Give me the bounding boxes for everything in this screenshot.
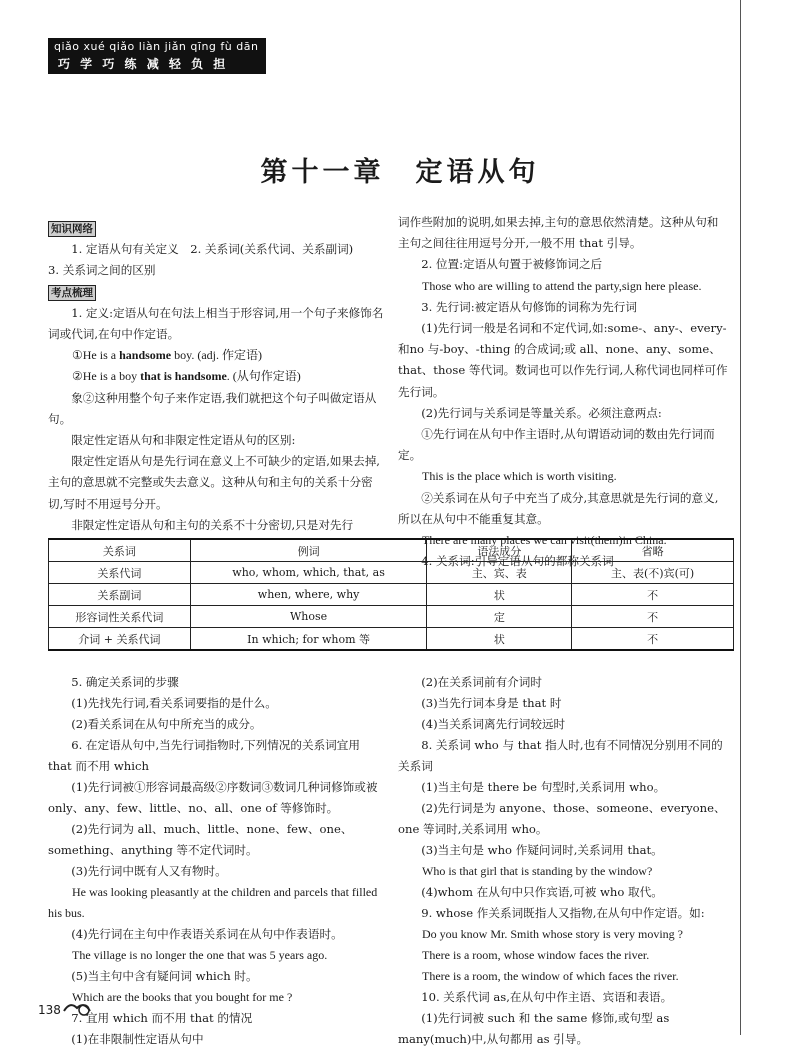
table-row — [49, 628, 734, 651]
table-cell: 状 — [427, 628, 572, 651]
table-header: 语法成分 — [427, 539, 572, 562]
paragraph-4: 限定性定语从句是先行词在意义上不可缺少的定语,如果去掉,主句的意思就不完整或失去意义。这种从句和主句的关系十分密切,写时不用逗号分开。 — [48, 454, 380, 511]
rule-6-5: (5)当主句中含有疑问词 which 时。 — [71, 969, 258, 983]
right-paragraph-5: (2)先行词与关系词是等量关系。必须注意两点: — [421, 405, 662, 420]
example-2 — [48, 366, 386, 387]
table-cell: when, where, why — [190, 584, 427, 606]
rule-6-3: (3)先行词中既有人又有物时。 — [71, 864, 227, 878]
relative-words-table — [48, 538, 734, 651]
network-line-2: 3. 关系词之间的区别 — [48, 263, 156, 278]
header-pinyin: qiǎo xué qiǎo liàn jiǎn qīng fù dān — [54, 40, 259, 53]
left-column-bottom — [48, 672, 386, 1050]
table-header-row — [49, 539, 734, 562]
step-heading: 5. 确定关系词的步骤 — [71, 675, 179, 689]
rule-9: 9. whose 作关系词既指人又指物,在从句中作定语。如: — [421, 906, 705, 920]
right-paragraph-1: 词作些附加的说明,如果去掉,主句的意思依然清楚。这种从句和主句之间往往用逗号分开,一般不用 that 引导。 — [398, 215, 719, 251]
chapter-title: 第十一章 定语从句 — [260, 157, 540, 188]
example-2-post: . (从句作定语) — [226, 369, 301, 384]
right-example-1: Those who are willing to attend the party,sign here please. — [422, 278, 702, 293]
example-1-bold: handsome — [119, 348, 172, 363]
example-books: Which are the books that you bought for me ? — [72, 990, 293, 1004]
table-cell: 不 — [572, 628, 734, 651]
rule-10: 10. 关系代词 as,在从句中作主语、宾语和表语。 — [421, 990, 673, 1004]
right-paragraph-8: 4. 关系词:引导定语从句的都称关系词 — [421, 554, 614, 569]
table-header: 例词 — [190, 539, 427, 562]
table-cell: In which; for whom 等 — [190, 628, 427, 651]
page-number: 138 — [38, 1003, 61, 1017]
table-row — [49, 606, 734, 628]
table-cell: 不 — [572, 606, 734, 628]
right-paragraph-7: ②关系词在从句子中充当了成分,其意思就是先行词的意义,所以在从句中不能重复其意。 — [398, 490, 719, 526]
right-paragraph-6: ①先行词在从句中作主语时,从句谓语动词的数由先行词而定。 — [398, 427, 715, 463]
step-1: (1)先找先行词,看关系词要指的是什么。 — [71, 696, 277, 710]
right-paragraph-3: 3. 先行词:被定语从句修饰的词称为先行词 — [421, 299, 637, 314]
step-2: (2)看关系词在从句中所充当的成分。 — [71, 717, 262, 731]
book-logo-icon — [62, 999, 92, 1017]
example-1 — [48, 345, 386, 366]
rule-8-3: (3)当主句是 who 作疑问词时,关系词用 that。 — [421, 843, 663, 857]
paragraph-5: 非限定性定语从句和主句的关系不十分密切,只是对先行 — [71, 517, 354, 532]
rule-8-4: (4)whom 在从句中只作宾语,可被 who 取代。 — [421, 885, 663, 899]
table-cell: 定 — [427, 606, 572, 628]
example-girl: Who is that girl that is standing by the window? — [422, 864, 653, 878]
rule-7-2: (2)在关系词前有介词时 — [421, 675, 542, 689]
right-example-2: This is the place which is worth visiting. — [422, 469, 617, 484]
example-1-post: boy. (adj. 作定语) — [171, 348, 262, 363]
example-2-pre: ②He is a boy — [72, 369, 141, 384]
example-village: The village is no longer the one that was 5 years ago. — [72, 948, 328, 962]
left-column-top — [48, 218, 386, 536]
knowledge-network-label: 知识网络 — [48, 221, 96, 237]
example-bus: He was looking pleasantly at the children and parcels that filled his bus. — [48, 885, 378, 920]
table-cell: 主、宾、表 — [427, 562, 572, 584]
table-cell: 形容词性关系代词 — [49, 606, 191, 628]
table-row — [49, 562, 734, 584]
table-cell: 关系代词 — [49, 562, 191, 584]
table-row — [49, 584, 734, 606]
table-cell: 主、表(不)宾(可) — [572, 562, 734, 584]
rule-8-1: (1)当主句是 there be 句型时,关系词用 who。 — [421, 780, 666, 794]
example-room-2: There is a room, the window of which faces the river. — [422, 969, 679, 983]
table-cell: Whose — [190, 606, 427, 628]
right-column-top — [398, 212, 728, 572]
rule-8: 8. 关系词 who 与 that 指人时,也有不同情况分别用不同的关系词 — [398, 738, 723, 773]
table-cell: 状 — [427, 584, 572, 606]
table-header: 省略 — [572, 539, 734, 562]
definition-paragraph: 1. 定义:定语从句在句法上相当于形容词,用一个句子来修饰名词或代词,在句中作定语。 — [48, 305, 384, 342]
rule-7-4: (4)当关系词离先行词较远时 — [421, 717, 566, 731]
paragraph-3: 限定性定语从句和非限定性定语从句的区别: — [71, 433, 296, 448]
paragraph-2: 象②这种用整个句子来作定语,我们就把这个句子叫做定语从句。 — [48, 390, 377, 426]
right-example-3: There are many places we can visit(them)in China. — [422, 533, 667, 548]
rule-6: 6. 在定语从句中,当先行词指物时,下列情况的关系词宜用 that 而不用 which — [48, 738, 360, 773]
rule-7-3: (3)当先行词本身是 that 时 — [421, 696, 562, 710]
rule-7-1: (1)在非限制性定语从句中 — [71, 1032, 204, 1046]
table-header: 关系词 — [49, 539, 191, 562]
example-room-1: There is a room, whose window faces the river. — [422, 948, 650, 962]
network-line-1: 1. 定语从句有关定义 2. 关系词(关系代词、关系副词) — [71, 242, 354, 257]
table-cell: 关系副词 — [49, 584, 191, 606]
header-slogan: 巧 学 巧 练 减 轻 负 担 — [58, 57, 229, 71]
rule-6-2: (2)先行词为 all、much、little、none、few、one、something、anything 等不定代词时。 — [48, 822, 353, 857]
table-cell: 不 — [572, 584, 734, 606]
example-smith: Do you know Mr. Smith whose story is very moving ? — [422, 927, 683, 941]
table-cell: 介词 + 关系代词 — [49, 628, 191, 651]
rule-6-1: (1)先行词被①形容词最高级②序数词③数词几种词修饰或被 only、any、few、little、no、all、one of 等修饰时。 — [48, 780, 378, 815]
key-points-label: 考点梳理 — [48, 285, 96, 301]
rule-10-1: (1)先行词被 such 和 the same 修饰,或句型 as many(much)中,从句都用 as 引导。 — [398, 1011, 670, 1046]
rule-6-4: (4)先行词在主句中作表语关系词在从句中作表语时。 — [71, 927, 343, 941]
rule-8-2: (2)先行词是为 anyone、those、someone、everyone、one 等词时,关系词用 who。 — [398, 801, 726, 836]
header-banner — [48, 38, 266, 74]
right-column-bottom — [398, 672, 728, 1050]
example-1-pre: ①He is a — [72, 348, 120, 363]
margin-line — [740, 0, 741, 1035]
right-paragraph-4: (1)先行词一般是名词和不定代词,如:some-、any-、every-和no 与-boy、-thing 的合成词;或 all、none、any、some、that、those 等代词。数词也可以作先行词,人称代词也同样可作先行词。 — [398, 321, 728, 399]
rule-7: 7. 宜用 which 而不用 that 的情况 — [71, 1011, 253, 1025]
example-2-bold: that is handsome — [140, 369, 227, 384]
table-cell: who, whom, which, that, as — [190, 562, 427, 584]
right-paragraph-2: 2. 位置:定语从句置于被修饰词之后 — [421, 257, 603, 272]
